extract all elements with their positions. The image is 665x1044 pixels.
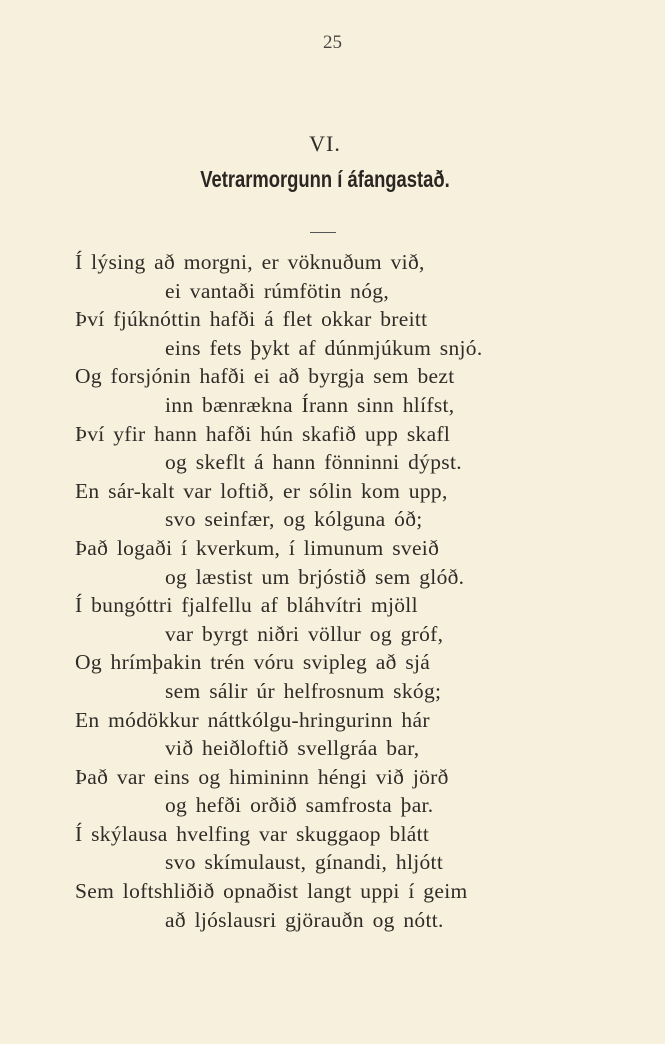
poem-line: og hefði orðið samfrosta þar.: [165, 793, 434, 818]
poem-line: og læstist um brjóstið sem glóð.: [165, 564, 465, 589]
divider-rule: [310, 232, 336, 233]
poem-line: Sem loftshliðið opnaðist langt uppi í geim: [75, 879, 468, 904]
poem-line: Því fjúknóttin hafði á flet okkar breitt: [75, 307, 428, 332]
poem-line: Það logaði í kverkum, í limunum sveið: [75, 535, 440, 560]
page-number: 25: [323, 32, 342, 53]
poem-line: svo skímulaust, gínandi, hljótt: [165, 850, 444, 875]
poem-line: Í bungóttri fjalfellu af bláhvítri mjöll: [75, 593, 418, 618]
poem-line: Það var eins og himininn héngi við jörð: [75, 764, 449, 789]
poem-line: eins fets þykt af dúnmjúkum snjó.: [165, 335, 483, 360]
poem-line: En módökkur náttkólgu-hringurinn hár: [75, 707, 430, 732]
poem-line: inn bænrækna Írann sinn hlífst,: [165, 392, 455, 417]
poem-line: Og forsjónin hafði ei að byrgja sem bezt: [75, 364, 455, 389]
poem-line: Og hrímþakin trén vóru svipleg að sjá: [75, 650, 431, 675]
poem-line: Því yfir hann hafði hún skafið upp skafl: [75, 421, 451, 446]
poem-line: Í lýsing að morgni, er vöknuðum við,: [75, 250, 425, 274]
section-number: VI.: [309, 131, 341, 156]
poem-line: við heiðloftið svellgráa bar,: [165, 736, 420, 761]
poem-line: Í skýlausa hvelfing var skuggaop blátt: [75, 821, 430, 846]
poem-line: svo seinfær, og kólguna óð;: [165, 507, 423, 532]
poem-line: sem sálir úr helfrosnum skóg;: [165, 678, 442, 703]
poem-title: Vetrarmorgunn í áfangastað.: [200, 166, 450, 192]
poem-line: ei vantaði rúmfötin nóg,: [165, 278, 389, 303]
poem-line: að ljóslausri gjörauðn og nótt.: [165, 907, 444, 932]
poem-body: [75, 248, 635, 934]
poem-line: En sár-kalt var loftið, er sólin kom upp,: [75, 478, 448, 503]
poem-line: og skeflt á hann fönninni dýpst.: [165, 450, 462, 475]
poem-line: var byrgt niðri völlur og gróf,: [165, 621, 444, 646]
